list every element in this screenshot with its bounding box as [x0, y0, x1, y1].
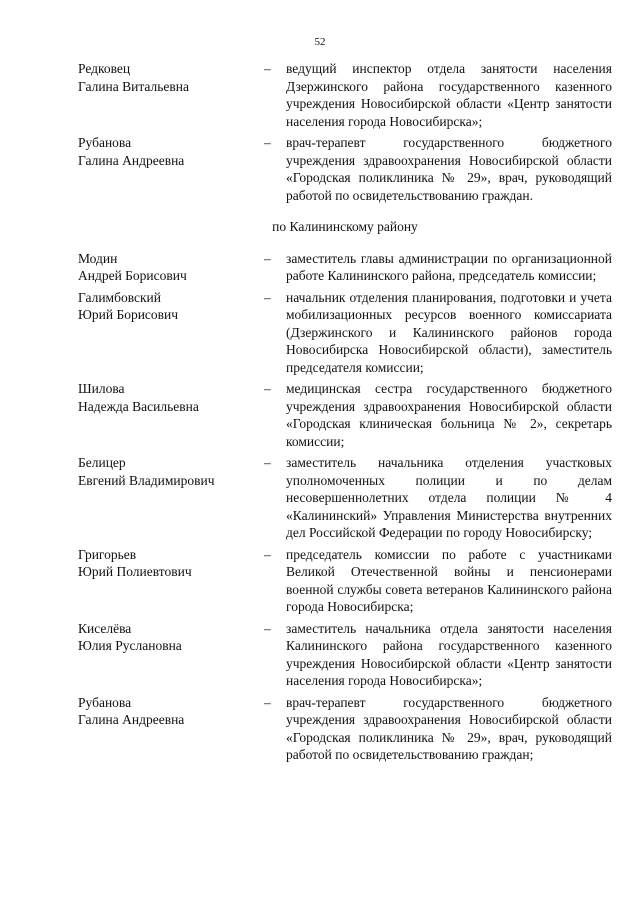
member-entry	[78, 454, 612, 542]
member-position: ведущий инспектор отдела занятости населения Дзержинского района государственного казенного учреждения Новосибирской области «Центр занятости населения города Новосибирска»;	[286, 61, 612, 129]
member-position: начальник отделения планирования, подготовки и учета мобилизационных ресурсов военного комиссариата (Дзержинского и Калининского районов города Новосибирска Новосибирской области), заместитель председателя комиссии;	[286, 289, 612, 375]
dash-separator: –	[264, 61, 271, 76]
member-given-name: Галина Андреевна	[78, 712, 185, 727]
member-entry	[78, 250, 612, 285]
dash-separator: –	[264, 135, 271, 150]
member-surname: Киселёва	[78, 620, 132, 636]
dash-separator: –	[264, 381, 271, 396]
page-number: 52	[314, 36, 326, 48]
member-position: заместитель главы администрации по организационной работе Калининского района, председатель комиссии;	[286, 250, 612, 283]
member-name	[78, 454, 264, 489]
member-name	[78, 380, 264, 415]
member-surname: Рубанова	[78, 694, 132, 710]
member-surname: Григорьев	[78, 546, 137, 562]
member-position: врач-терапевт государственного бюджетного учреждения здравоохранения Новосибирской области «Городская поликлиника № 29», врач, руководящий работой по освидетельствованию граждан;	[286, 694, 612, 762]
member-entry	[78, 694, 612, 764]
member-name	[78, 546, 264, 581]
member-given-name: Юлия Руслановна	[78, 638, 182, 653]
member-name	[78, 134, 264, 169]
dash-separator: –	[264, 250, 271, 266]
member-entry	[78, 546, 612, 616]
dash-separator: –	[264, 694, 271, 710]
member-name	[78, 60, 264, 95]
member-surname: Белицер	[78, 455, 126, 470]
member-position: медицинская сестра государственного бюджетного учреждения здравоохранения Новосибирской области «Городская клиническая больница № 2», секретарь комиссии;	[286, 381, 612, 449]
dash-separator: –	[264, 455, 271, 470]
member-entry	[78, 620, 612, 690]
member-name	[78, 620, 264, 655]
member-given-name: Надежда Васильевна	[78, 398, 199, 414]
member-entry	[78, 380, 612, 450]
member-given-name: Галина Витальевна	[78, 78, 190, 94]
member-given-name: Евгений Владимирович	[78, 472, 215, 488]
member-given-name: Юрий Борисович	[78, 307, 179, 322]
member-given-name: Юрий Полиевтович	[78, 564, 192, 579]
dash-separator: –	[264, 620, 271, 636]
dash-separator: –	[264, 546, 271, 562]
member-entry	[78, 60, 612, 130]
section-heading: по Калининскому району	[272, 219, 418, 234]
member-given-name: Галина Андреевна	[78, 152, 185, 168]
member-surname: Шилова	[78, 381, 125, 396]
member-position: заместитель начальника отделения участковых уполномоченных полиции и по делам несовершеннолетних отдела полиции № 4 «Калининский» Управления Министерства внутренних дел Российской Федерации по городу Новосибирску;	[286, 455, 612, 540]
member-name	[78, 289, 264, 324]
member-entry	[78, 289, 612, 377]
member-surname: Модин	[78, 250, 118, 266]
member-entry	[78, 134, 612, 204]
member-name	[78, 694, 264, 729]
document-body	[78, 60, 612, 768]
member-position: врач-терапевт государственного бюджетного учреждения здравоохранения Новосибирской области «Городская поликлиника № 29», врач, руководящий работой по освидетельствованию граждан.	[286, 135, 612, 203]
member-surname: Галимбовский	[78, 289, 161, 305]
dash-separator: –	[264, 289, 271, 305]
member-name	[78, 250, 264, 285]
member-given-name: Андрей Борисович	[78, 268, 187, 283]
member-surname: Рубанова	[78, 135, 132, 150]
member-surname: Редковец	[78, 61, 131, 76]
member-position: председатель комиссии по работе с участниками Великой Отечественной войны и пенсионерами военной службы совета ветеранов Калининского района города Новосибирска;	[286, 546, 612, 614]
member-position: заместитель начальника отдела занятости населения Калининского района государственного казенного учреждения Новосибирской области «Центр занятости населения города Новосибирска»;	[286, 620, 612, 688]
